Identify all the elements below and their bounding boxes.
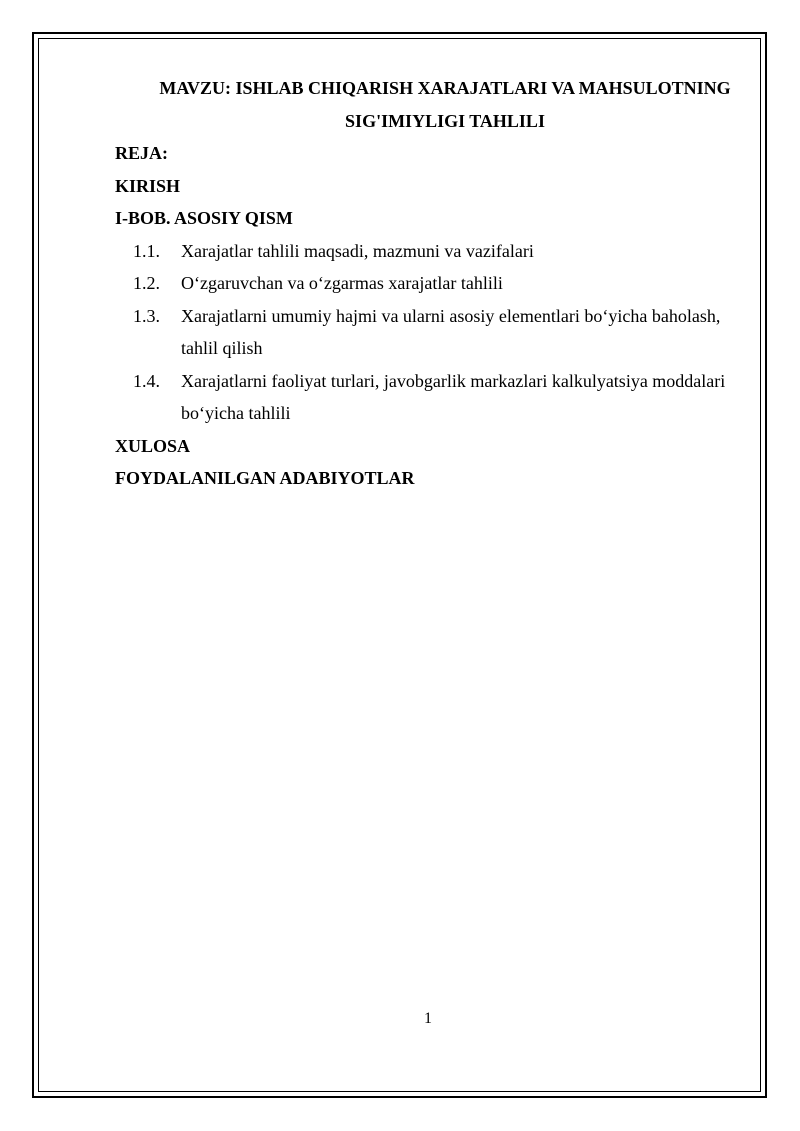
list-item <box>115 267 735 300</box>
list-item-text: O‘zgaruvchan va o‘zgarmas xarajatlar tahlili <box>181 273 503 293</box>
conclusion-heading: XULOSA <box>115 435 191 456</box>
list-item <box>115 235 735 268</box>
document-body <box>115 72 735 495</box>
chapter-heading: I-BOB. ASOSIY QISM <box>115 208 293 228</box>
references-heading: FOYDALANILGAN ADABIYOTLAR <box>115 468 415 488</box>
contents-list <box>115 235 735 430</box>
list-item-number: 1.3. <box>133 305 160 326</box>
list-item-text: Xarajatlar tahlili maqsadi, mazmuni va vazifalari <box>181 240 534 261</box>
document-title: MAVZU: ISHLAB CHIQARISH XARAJATLARI VA MAHSULOTNING SIG'IMIYLIGI TAHLILI <box>159 78 731 131</box>
intro-heading: KIRISH <box>115 175 181 196</box>
list-item-text: Xarajatlarni faoliyat turlari, javobgarlik markazlari kalkulyatsiya moddalari bo‘yicha tahlili <box>181 370 726 423</box>
plan-heading: REJA: <box>115 143 168 163</box>
list-item-number: 1.4. <box>133 370 160 391</box>
list-item-text: Xarajatlarni umumiy hajmi va ularni asosiy elementlari bo‘yicha baholash, tahlil qilish <box>181 305 721 358</box>
list-item <box>115 365 735 430</box>
list-item-number: 1.2. <box>133 273 160 293</box>
list-item <box>115 300 735 365</box>
list-item-number: 1.1. <box>133 240 160 261</box>
page-number: 1 <box>424 1010 432 1027</box>
